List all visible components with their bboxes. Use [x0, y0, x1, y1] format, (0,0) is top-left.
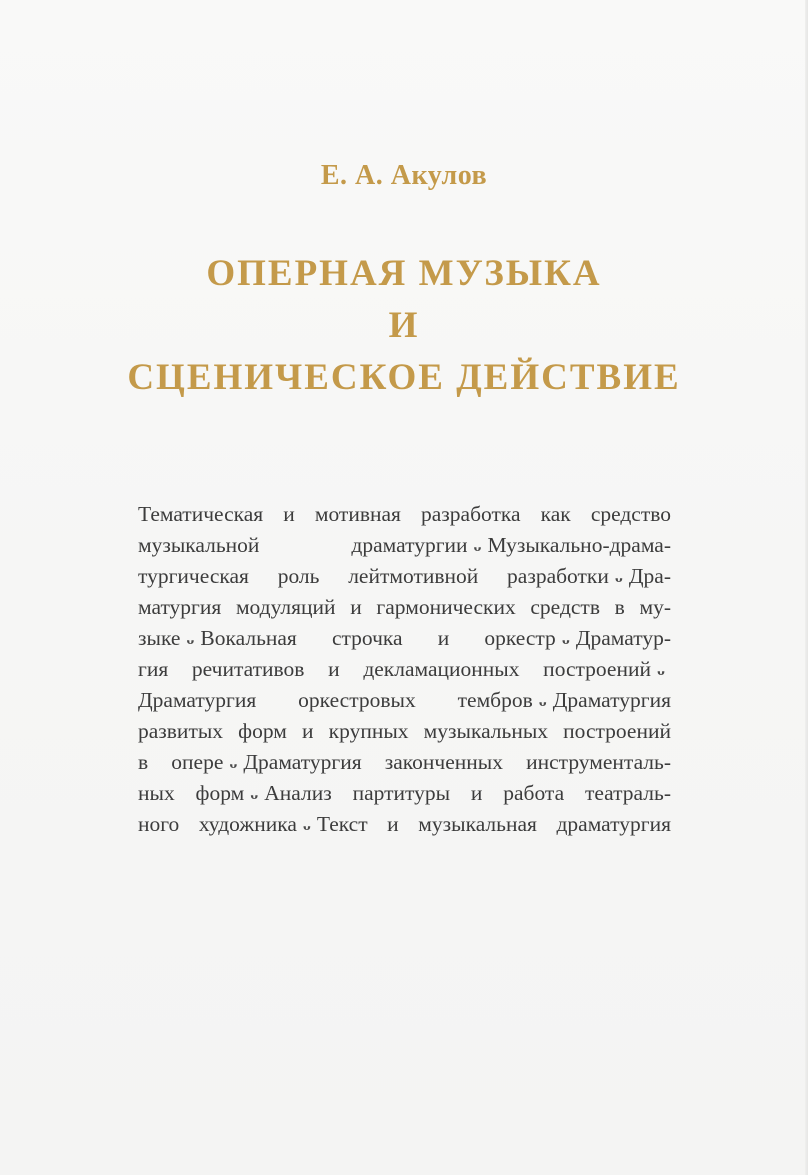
contents-item-text: тургическая роль лейтмотивной разработки: [138, 564, 609, 588]
contents-item-text: матургия модуляций и гармонических средств в му-: [138, 595, 671, 619]
contents-line: [138, 530, 671, 561]
ornament-separator-icon: ᴗ: [561, 631, 570, 648]
author-name: Е. А. Акулов: [320, 160, 488, 191]
contents-line: [138, 654, 671, 685]
title-line-1: ОПЕРНАЯ МУЗЫКА: [206, 253, 602, 294]
contents-item-text: Текст и музыкальная драматургия: [316, 812, 671, 836]
contents-item-text: Тематическая и мотивная разработка как средство: [138, 502, 671, 526]
contents-line: [138, 716, 671, 747]
contents-item-text: Дра-: [628, 564, 671, 588]
ornament-separator-icon: ᴗ: [538, 693, 547, 710]
contents-line: [138, 809, 671, 840]
contents-line: [138, 499, 671, 530]
contents-line: [138, 623, 671, 654]
title-line-2: И: [388, 305, 420, 346]
book-title: [0, 248, 808, 404]
contents-line: [138, 592, 671, 623]
contents-item-text: зыке: [138, 626, 181, 650]
ornament-separator-icon: ᴗ: [229, 755, 238, 772]
contents-item-text: развитых форм и крупных музыкальных построений: [138, 719, 671, 743]
contents-line: [138, 685, 671, 716]
contents-item-text: Драматургия: [552, 688, 671, 712]
ornament-separator-icon: ᴗ: [302, 817, 311, 834]
ornament-separator-icon: ᴗ: [250, 786, 259, 803]
contents-item-text: гия речитативов и декламационных построений: [138, 657, 651, 681]
contents-item-text: в опере: [138, 750, 224, 774]
ornament-separator-icon: ᴗ: [657, 662, 665, 679]
title-line-3: СЦЕНИЧЕСКОЕ ДЕЙСТВИЕ: [127, 357, 681, 398]
contents-item-text: Драматур-: [575, 626, 671, 650]
ornament-separator-icon: ᴗ: [186, 631, 195, 648]
contents-item-text: Анализ партитуры и работа театраль-: [264, 781, 671, 805]
contents-line: [138, 561, 671, 592]
ornament-separator-icon: ᴗ: [614, 569, 623, 586]
contents-item-text: Драматургия законченных инструменталь-: [243, 750, 671, 774]
ornament-separator-icon: ᴗ: [473, 538, 482, 555]
contents-list: [138, 499, 671, 840]
contents-item-text: Вокальная строчка и оркестр: [200, 626, 556, 650]
contents-line: [138, 778, 671, 809]
contents-item-text: Драматургия оркестровых тембров: [138, 688, 533, 712]
contents-item-text: ных форм: [138, 781, 245, 805]
contents-item-text: музыкальной драматургии: [138, 533, 468, 557]
contents-item-text: ного художника: [138, 812, 297, 836]
contents-line: [138, 747, 671, 778]
contents-item-text: Музыкально-драма-: [487, 533, 671, 557]
